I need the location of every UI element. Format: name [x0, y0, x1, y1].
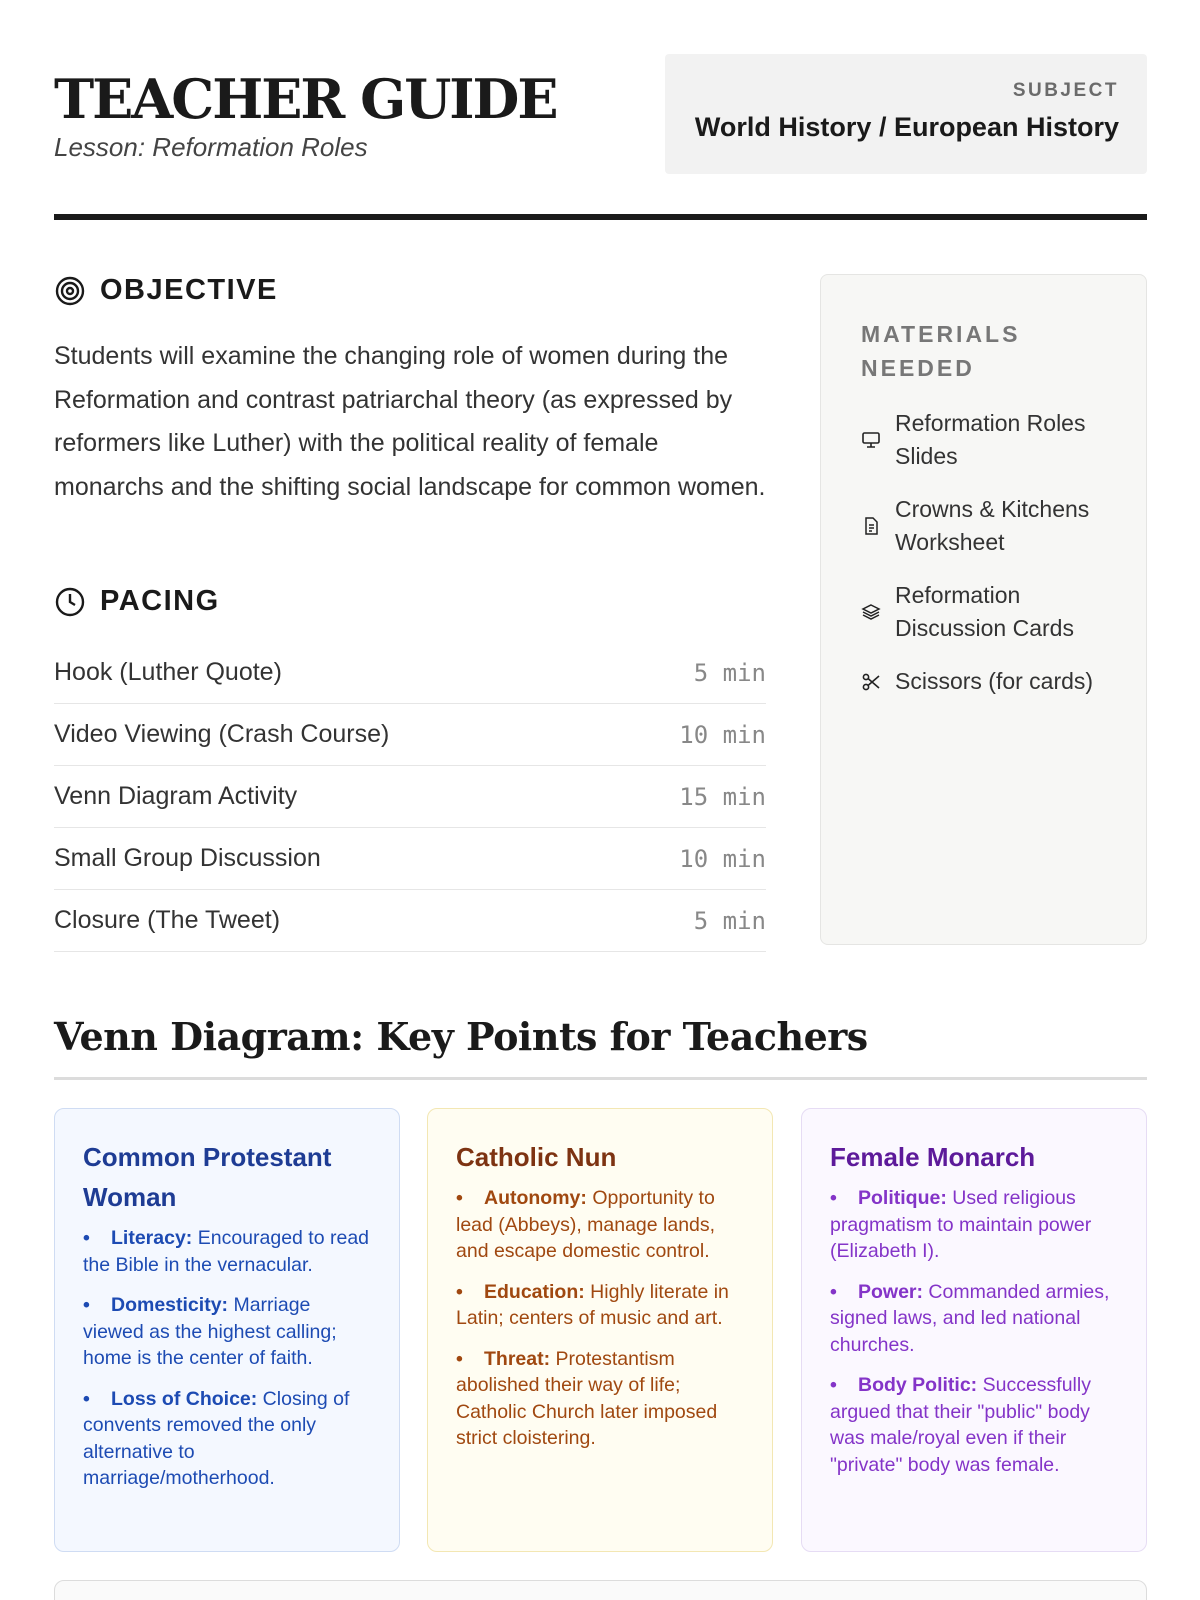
- pacing-row: [54, 642, 766, 704]
- pacing-activity: Venn Diagram Activity: [54, 782, 298, 810]
- point-text: Opportunity to lead (Abbeys), manage lands, and escape domestic control.: [456, 1187, 716, 1262]
- card-points: [83, 1225, 373, 1492]
- card-point: [456, 1185, 746, 1265]
- pacing-row: [54, 828, 766, 890]
- material-item: [861, 579, 1116, 645]
- point-term: Literacy:: [111, 1227, 193, 1249]
- point-term: Education:: [484, 1280, 585, 1303]
- card-point: [456, 1279, 746, 1332]
- point-term: Loss of Choice:: [111, 1387, 258, 1410]
- document-icon: [861, 516, 881, 536]
- card-point: [83, 1225, 373, 1278]
- material-item: [861, 493, 1116, 559]
- material-label: Reformation Discussion Cards: [895, 582, 1074, 641]
- materials-title: MATERIALS NEEDED: [861, 321, 1021, 381]
- venn-card-female-monarch: [801, 1108, 1147, 1552]
- page-title: TEACHER GUIDE: [54, 67, 557, 131]
- point-text: Used religious pragmatism to maintain power (Elizabeth I).: [830, 1187, 1092, 1262]
- point-term: Power:: [858, 1280, 924, 1303]
- card-point: [830, 1279, 1120, 1359]
- scissors-icon: [861, 672, 881, 692]
- venn-card-protestant-woman: [54, 1108, 400, 1552]
- subject-value: World History / European History: [694, 112, 1119, 142]
- pacing-duration: 10 min: [679, 720, 766, 749]
- venn-card-catholic-nun: [427, 1108, 773, 1552]
- card-point: [830, 1185, 1120, 1265]
- card-point: [456, 1346, 746, 1452]
- material-label: Reformation Roles Slides: [895, 410, 1086, 469]
- point-text: Encouraged to read the Bible in the vernacular.: [83, 1227, 370, 1276]
- card-title: Common Protestant Woman: [83, 1142, 332, 1212]
- material-label: Scissors (for cards): [895, 668, 1094, 694]
- pacing-row: [54, 766, 766, 828]
- next-section-card: [54, 1580, 1147, 1600]
- point-term: Domesticity:: [111, 1294, 229, 1316]
- materials-panel: [820, 274, 1147, 945]
- objective-heading-label: OBJECTIVE: [100, 274, 278, 306]
- pacing-heading: [54, 585, 220, 618]
- pacing-list: [54, 642, 766, 952]
- lesson-subtitle: Lesson: Reformation Roles: [54, 132, 368, 162]
- pacing-activity: Video Viewing (Crash Course): [54, 720, 390, 748]
- pacing-duration: 10 min: [679, 844, 766, 873]
- pacing-activity: Small Group Discussion: [54, 844, 321, 872]
- point-text: Marriage viewed as the highest calling; home is the center of faith.: [83, 1294, 337, 1369]
- card-points: [830, 1185, 1120, 1478]
- pacing-row: [54, 890, 766, 952]
- point-text: Closing of convents removed the only alternative to marriage/motherhood.: [83, 1387, 350, 1489]
- point-text: Commanded armies, signed laws, and led national churches.: [830, 1280, 1110, 1356]
- card-point: [83, 1386, 373, 1492]
- objective-text: Students will examine the changing role of women during the Reformation and contrast patriarchal theory (as expressed by reformers like Luther) with the political reality of female monarchs and the shifting social landscape for common women.: [54, 342, 766, 501]
- layers-icon: [861, 602, 881, 622]
- subject-label: SUBJECT: [1012, 80, 1119, 101]
- point-text: Highly literate in Latin; centers of music and art.: [456, 1280, 729, 1329]
- clock-icon: [54, 586, 86, 618]
- pacing-duration: 15 min: [679, 782, 766, 811]
- point-term: Autonomy:: [484, 1187, 587, 1209]
- point-text: Successfully argued that their "public" body was male/royal even if their "private" body was female.: [830, 1374, 1091, 1476]
- objective-heading: [54, 274, 278, 307]
- material-item: [861, 407, 1116, 473]
- pacing-duration: 5 min: [693, 658, 766, 687]
- subject-box: [665, 54, 1147, 174]
- point-term: Politique:: [858, 1187, 947, 1209]
- venn-divider: [54, 1077, 1147, 1080]
- card-points: [456, 1185, 746, 1452]
- pacing-activity: Hook (Luther Quote): [54, 658, 282, 686]
- card-point: [83, 1292, 373, 1372]
- material-label: Crowns & Kitchens Worksheet: [895, 496, 1090, 555]
- card-title: Catholic Nun: [456, 1142, 617, 1172]
- pacing-duration: 5 min: [693, 906, 766, 935]
- header: [54, 54, 1147, 224]
- point-text: Protestantism abolished their way of life; Catholic Church later imposed strict cloistering.: [456, 1347, 718, 1449]
- target-icon: [54, 275, 86, 307]
- point-term: Threat:: [484, 1347, 551, 1370]
- pacing-heading-label: PACING: [100, 585, 220, 617]
- material-item: [861, 665, 1116, 698]
- monitor-icon: [861, 430, 881, 450]
- pacing-row: [54, 704, 766, 766]
- card-point: [830, 1372, 1120, 1478]
- point-term: Body Politic:: [858, 1374, 978, 1396]
- card-title: Female Monarch: [830, 1142, 1036, 1172]
- teacher-guide-page: [54, 0, 1147, 1600]
- venn-section-title: Venn Diagram: Key Points for Teachers: [54, 1014, 868, 1059]
- pacing-activity: Closure (The Tweet): [54, 906, 281, 934]
- materials-list: [861, 407, 1116, 698]
- header-divider: [54, 214, 1147, 220]
